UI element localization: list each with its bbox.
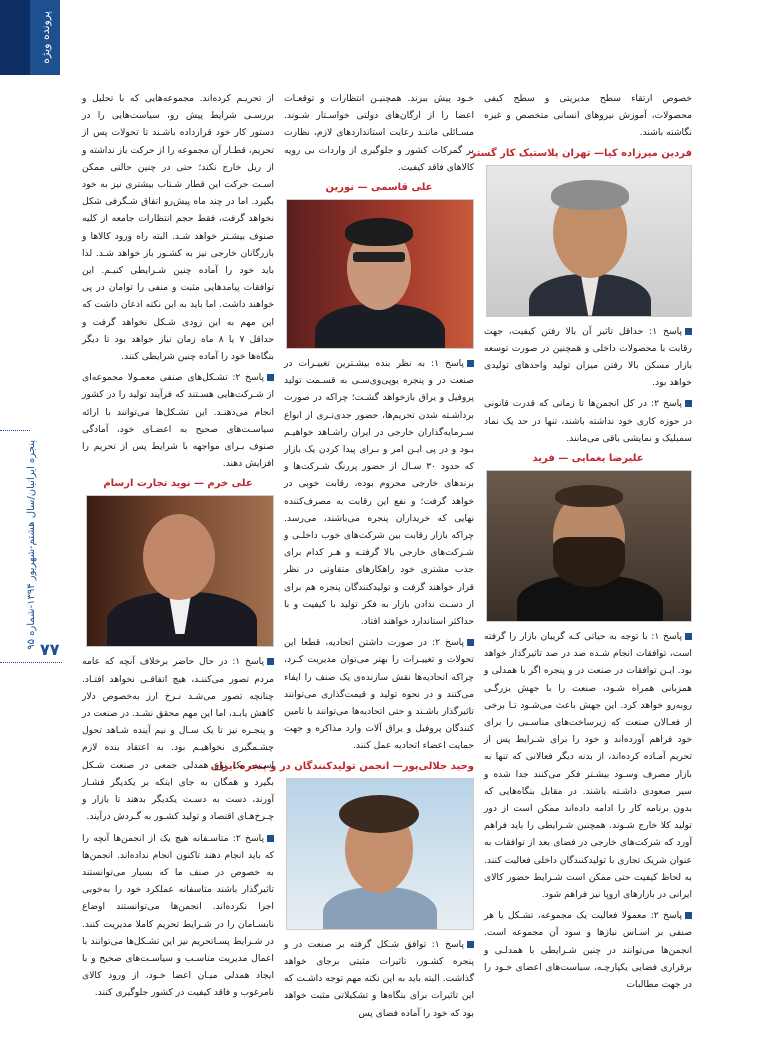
issue-info-text: پنجره ایرانیان/سال هشتم-شهریور ۱۳۹۴-شماره ۹۵ xyxy=(25,440,37,650)
column-middle xyxy=(210,90,474,1026)
bullet-square-icon xyxy=(467,360,474,367)
photo-caption: علیرضا یغمایی — فرید xyxy=(532,453,644,465)
bullet-square-icon xyxy=(267,835,274,842)
answer-paragraph xyxy=(484,323,692,392)
answer-text: پاسخ ۲: تشـکل‌های صنفی معمـولا مجموعه‌ای از شـرکت‌هایی هسـتند که فرآیند تولید را در کشور انجام می‌دهنـد. این تشـکل‌ها می‌توانند با ارائه سیاسـت‌های صحیح به اعضـای خود، آمادگی صنوف بـرای مواجهه با شرایط پس از تحریم را افزایش دهند. xyxy=(82,372,274,470)
bullet-square-icon xyxy=(467,941,474,948)
portrait-photo xyxy=(286,778,474,930)
answer-paragraph xyxy=(484,628,692,903)
column-left xyxy=(82,90,274,1006)
photo-caption: علی خرم — نوید تجارت ارسام xyxy=(103,478,253,490)
bullet-square-icon xyxy=(685,633,692,640)
answer-paragraph xyxy=(82,369,274,472)
paragraph: خصوص ارتقاء سطح مدیریتی و سطح کیفی محصولات، آموزش نیروهای انسانی متخصص و غیره نگاشته باشند. xyxy=(484,93,692,139)
photo-caption: فردین میرزاده کیا— تهران پلاستیک کار گستر xyxy=(470,147,692,159)
answer-text: پاسخ ۱: با توجه به حیاتی کـه گریبان بازار را گرفته است، توافقات انجام شـده صد در صد تاثیرگذار خواهد بود. ایـن توافقات در صنعت در و پنجره اگر با همدلی و همزبانی همراه شـود، صنعت را با جهش بزرگـی روبه‌رو خواهد کرد. این جهش باعث می‌شـود تـا برخی از فعـالان صنعت که زیرساخت‌های مناسـبی را برای خود فراهم آورده‌اند و خود را برای شـرایط پس از تحریم آمـاده کرده‌اند، از بدنه دیگر فعالانی که تنها به بازار مصرف وسـود بیشـتر فکر می‌کنند جدا شده و سیر صعودی داشـته باشند. در مقابل بنگاه‌هایی که بدون برنامه کار را ادامه داده‌اند ممکن است از دور تولید کلا خارج شـوند. همچنین شـرایطی را باید فراهم آورد که شرکت‌های خارجی در فضای بعد از توافقات به عنوان شریک تجاری با تولیدکنندگان داخلی فعالیت کنند. به لحاظ کیفیت حتی ممکن است شـرایط حضور کالای ایرانی در بازارهای اروپا نیز فراهم شود. xyxy=(484,631,692,901)
column-right xyxy=(470,90,692,997)
paragraph: از تحریـم کرده‌اند. مجموعه‌هایی که با تحلیل و بررسـی شرایط پیش رو، سیاست‌هایی را در دستور کار خود قرارداده باشـند تا تحولات پس از تحریم، قطـار آن مجموعه را از حرکت باز نداشته و از ریل خارج نکند؛ حتی در چنین حالتی ممکن اسـت حرکت این قطار شـتاب بیشتری نیز به خود بگیرد. اما در چند ماه پیش‌رو اتفاق شـگرفی شکل نخواهد گرفت، فقط حجم انتظارات جامعه از کلیه صنوف بیشـتر خواهد شـد. البته راه ورود کالاها و بازرگانان خارجی نیز به کشـور باز خواهد شـد. لذا باید خود را آماده چنین شـرایطی کنیـم. این توافقات پیامدهایی مثبت و منفی را توامان در پی خواهند داشت. اما باید به این نکته اذعان داشت که این مهم به این زودی شـکل نخواهد گرفت و حداقل ۷ یا ۸ ماه زمان نیاز خواهد بود تا دیگر بنگاه‌ها خود را آماده چنین شرایطی کنند. xyxy=(82,93,274,363)
page-number: ۷۷ xyxy=(40,640,60,659)
answer-text: پاسخ ۱: توافق شـکل گرفته بر صنعت در و پنجره کشـور، تاثیرات مثبتی برجای خواهد گذاشت. البته باید به این نکته مهم توجه داشـت که این تاثیرات برای بنگاه‌ها و تشکیلاتی مثبت خواهد بود که خود را آماده فضای پس xyxy=(284,938,474,1019)
side-strip xyxy=(0,0,30,75)
photo-caption: وحید جلالی‌پور— انجمن تولیدکنندگان در و پنجره ایران xyxy=(210,760,474,772)
answer-text: پاسخ ۱: در حال حاضر برخلاف آنچه که عامه مردم تصور می‌کننـد، هیچ اتفاقـی نخواهد افتـاد. چنانچه تصور می‌شـد نـرخ ارز به‌خصوص دلار کاهش یابـد، اما این مهم محقق نشـد. در صنعت در و پنجـره نیز تا یک سـال و نیم آینده شـاهد تحول چشـمگیری نخواهیـم بود. به اعتقاد بنده لازم اسـت، یک نوع همدلی جمعی در صنعت شـکل بگیرد و همگان به جای اینکه بر یکدیگر فشـار آورند، دست به دسـت یکدیگر بدهند تا بازار و چـرخ‌هـای اقتصاد و تولید کشـور به گـردش درآیند. xyxy=(82,656,274,823)
photo-caption: علی قاسمی — نورین xyxy=(325,182,433,194)
answer-text: پاسخ ۲: در کل انجمن‌ها تا زمانی که قدرت قانونی در حوزه کاری خود نداشته باشند، تنها در حد یک نماد سمبلیک و نمایشی باقی می‌مانند. xyxy=(484,398,692,444)
answer-text: پاسخ ۲: معمولا فعالیت یک مجموعه، تشـکل یا هر صنفی بر اسـاس نیازها و سود آن مجموعه است. انجمن‌ها می‌توانند در چنین شـرایطی با همدلـی و برقراری فضایی یکپارچـه، سیاست‌های اعضای خـود را در جهت مطالبات xyxy=(484,910,692,991)
bullet-square-icon xyxy=(267,658,274,665)
answer-paragraph xyxy=(284,936,474,1022)
answer-text: پاسخ ۲: متاسـفانه هیچ یک از انجمن‌ها آنچه را که باید انجام دهند تاکنون انجام نداده‌اند. انجمن‌ها به خصوص در صنف ما که بسیار می‌توانستند تاثیرگذار باشند متاسفانه عملکرد خود را به‌خوبی اجرا نکرده‌اند. انجمن‌ها می‌توانستند اوضاع نابسـامان را در شـرایط تحریم کاملا مدیریت کنند. در شـرایط پسـاتحریم نیز این تشـکل‌ها می‌توانند با اعمال مدیریت مناسـب و سیاسـت‌های صحیح و با ایجاد همدلی میـان اعضا خـود، از ورود کالای نامرغوب و فاقد کیفیت در کشور جلوگیری کنند. xyxy=(82,832,274,999)
answer-paragraph xyxy=(284,355,474,630)
page-number-rule xyxy=(0,662,62,663)
answer-paragraph xyxy=(484,395,692,447)
answer-paragraph xyxy=(82,830,274,1002)
paragraph: خـود پیش ببرند. همچنیـن انتظارات و توقعـات اعضا را از ارگان‌های دولتی خواسـتار شـوند. مسـائلی ماننـد رعایت استانداردهای لازم، نظارت بر گمرکات کشور و جلوگیری از واردات بی رویه کالاهای فاقد کیفیت. xyxy=(284,93,474,173)
bullet-square-icon xyxy=(685,400,692,407)
bullet-square-icon xyxy=(685,328,692,335)
section-tab-label: پرونده ویژه xyxy=(38,11,52,64)
answer-paragraph xyxy=(484,907,692,993)
answer-text: پاسخ ۲: در صورت داشتن اتحادیه، قطعا این تحولات و تغییـرات را بهتر می‌توان مدیریت کـرد، چراکه اتحادیه‌ها نقش سازنده‌ی یک صنف را ایفاء می‌کنند و در نحوه تولید و قیمت‌گذاری می‌توانند تاثیرگذار باشـند و حتی اتحادیه‌ها می‌توانند با تامین کنندگان پروفیل و یراق آلات وارد مذاکره و جهت حمایت اعضاء اتحادیه عمل کنند. xyxy=(284,637,474,752)
bullet-square-icon xyxy=(467,639,474,646)
portrait-photo xyxy=(86,495,274,647)
portrait-photo xyxy=(486,165,692,317)
portrait-photo xyxy=(486,470,692,622)
answer-paragraph xyxy=(284,634,474,754)
bullet-square-icon xyxy=(267,374,274,381)
portrait-photo xyxy=(286,199,474,349)
issue-info xyxy=(0,430,62,660)
section-tab xyxy=(30,0,60,75)
bullet-square-icon xyxy=(685,912,692,919)
answer-text: پاسخ ۱: به نظر بنده بیشـترین تغییـرات در صنعت در و پنجره یوپی‌وی‌سـی به قسـمت تولید پروفیل و یراق بازخواهد گشـت؛ چراکه در صورت برداشـته شدن تحریم‌ها، حضور جدی‌تـری از انواع سـرمایه‌گذاران خارجی در ایران راشـاهد خواهیـم بـود و در پی ایـن امر و بـرای پیدا کردن یک بازار که حدود ۳۰ سـال از حضور پررنگ شـرکت‌ها و برندهای خارجی محروم بوده، رقابت خوبی در خواهد گرفت؛ و نفع این رقابت به مصرف‌کننده نهایی که خریداران پنجره می‌باشند، می‌رسد. چراکه بازار رقابت بین شرکت‌های خوب داخلـی و شـرکت‌های خارجی بالا گرفتـه و هـر کدام برای جذب مشتری خود راهکارهای متفاوتی در نظر قرار خواهند گرفت و تولیدکنندگان پنجره هم برای از دسـت ندادن بازار به فکر تولید با کیفیت و با حداکثر استاندارد خواهند افتاد. xyxy=(284,358,474,628)
answer-text: پاسخ ۱: حداقل تاثیر آن بالا رفتن کیفیت، جهت رقابت با محصولات داخلی و همچنین در صورت توسعه بازار مسکن بالا رفتن میزان تولید واحدهای تولیدی خواهد بود. xyxy=(484,325,692,389)
answer-paragraph xyxy=(82,653,274,825)
